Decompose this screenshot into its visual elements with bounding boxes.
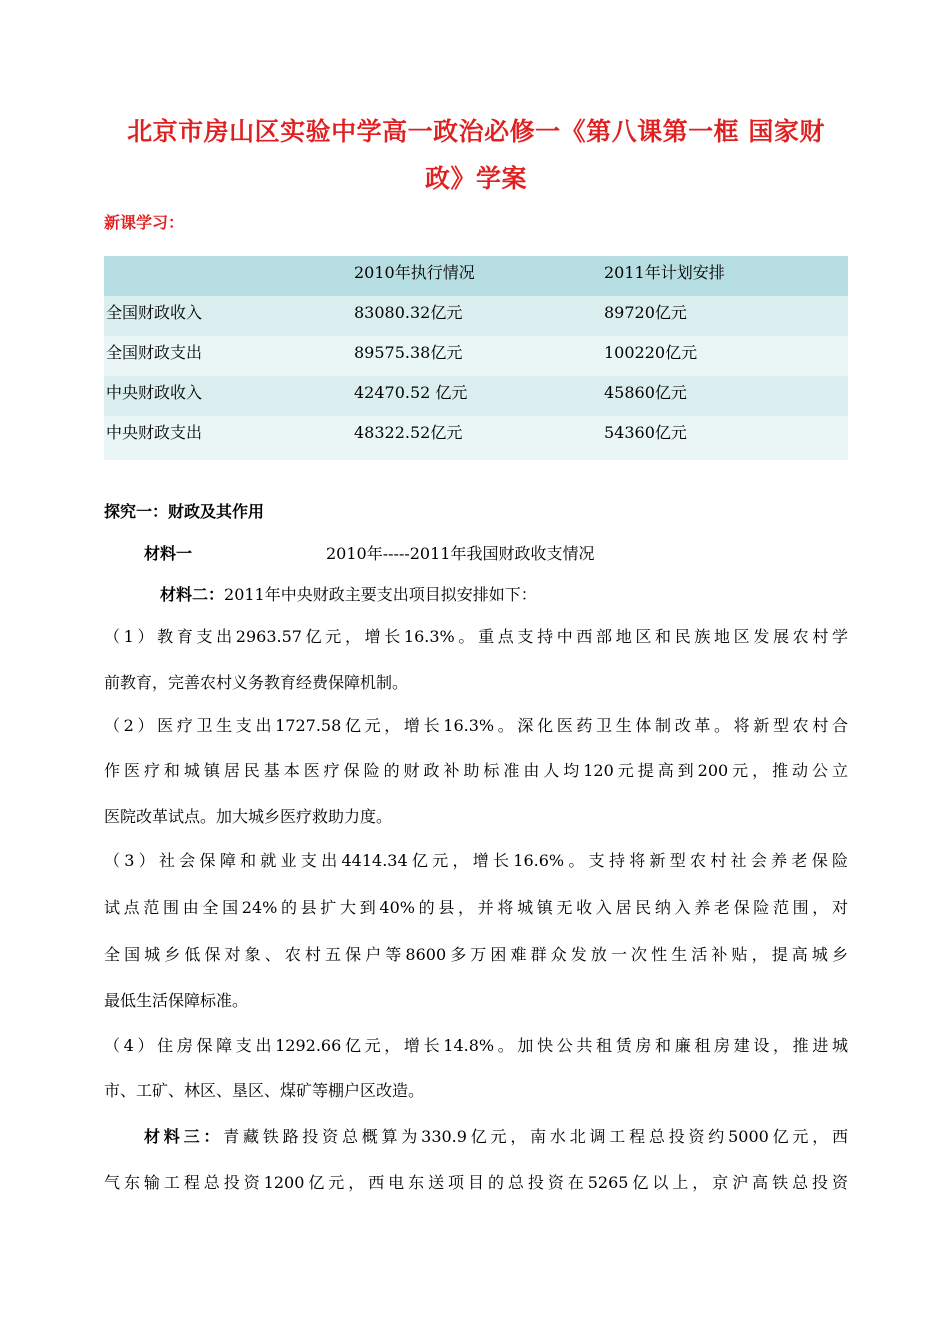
table-cell: 中央财政收入 [104,376,352,416]
paragraph-line: 试点范围由全国24%的县扩大到40%的县，并将城镇无收入居民纳入养老保险范围，对 [104,898,848,917]
paragraph-line: 作医疗和城镇居民基本医疗保险的财政补助标准由人均120元提高到200元，推动公立 [104,761,848,780]
section-new-lesson: 新课学习： [104,213,185,232]
table-cell: 83080.32亿元 [352,296,602,336]
table-header-cell [104,256,352,296]
paragraph-line: （3）社会保障和就业支出4414.34亿元，增长16.6%。支持将新型农村社会养老保险 [104,851,848,870]
section-explore-one: 探究一：财政及其作用 [104,502,265,521]
paragraph-line: （1）教育支出2963.57亿元，增长16.3%。重点支持中西部地区和民族地区发展农村学 [104,627,848,646]
material-one-label: 材料一 [144,544,193,563]
material-three-text-1: 青藏铁路投资总概算为330.9亿元，南水北调工程总投资约5000亿元，西 [223,1127,848,1146]
paragraph-line: 气东输工程总投资1200亿元，西电东送项目的总投资在5265亿以上，京沪高铁总投资 [104,1173,848,1192]
table-cell: 89720亿元 [602,296,848,336]
paragraph-line: 市、工矿、林区、垦区、煤矿等棚户区改造。 [104,1081,425,1100]
table-cell: 100220亿元 [602,336,848,376]
table-row [104,296,848,336]
material-one [104,541,848,564]
table-cell: 48322.52亿元 [352,416,602,460]
paragraph-line: （4）住房保障支出1292.66亿元，增长14.8%。加快公共租赁房和廉租房建设，推进城 [104,1036,848,1055]
material-three-label: 材料三： [144,1127,224,1146]
table-cell: 45860亿元 [602,376,848,416]
material-one-text: 2010年-----2011年我国财政收支情况 [326,544,595,563]
material-two-text: 2011年中央财政主要支出项目拟安排如下： [224,585,537,604]
finance-table [104,256,848,460]
material-two [104,582,848,605]
paragraph-line: （2）医疗卫生支出1727.58亿元，增长16.3%。深化医药卫生体制改革。将新型农村合 [104,716,848,735]
table-row [104,416,848,460]
table-cell: 全国财政支出 [104,336,352,376]
table-cell: 42470.52 亿元 [352,376,602,416]
table-row [104,376,848,416]
paragraph-line: 前教育，完善农村义务教育经费保障机制。 [104,673,409,692]
material-three [104,1124,848,1147]
paragraph-line: 医院改革试点。加大城乡医疗救助力度。 [104,807,393,826]
table-header-cell: 2011年计划安排 [602,256,848,296]
document-title-line-1: 北京市房山区实验中学高一政治必修一《第八课第一框 国家财 [127,117,825,146]
table-header-cell: 2010年执行情况 [352,256,602,296]
table-row [104,336,848,376]
document-title-line-2: 政》学案 [424,164,527,193]
table-cell: 全国财政收入 [104,296,352,336]
paragraph-line: 全国城乡低保对象、农村五保户等8600多万困难群众发放一次性生活补贴，提高城乡 [104,945,848,964]
material-two-label: 材料二： [160,585,225,604]
table-cell: 89575.38亿元 [352,336,602,376]
table-cell: 54360亿元 [602,416,848,460]
table-header-row [104,256,848,296]
paragraph-line: 最低生活保障标准。 [104,991,249,1010]
table-cell: 中央财政支出 [104,416,352,460]
